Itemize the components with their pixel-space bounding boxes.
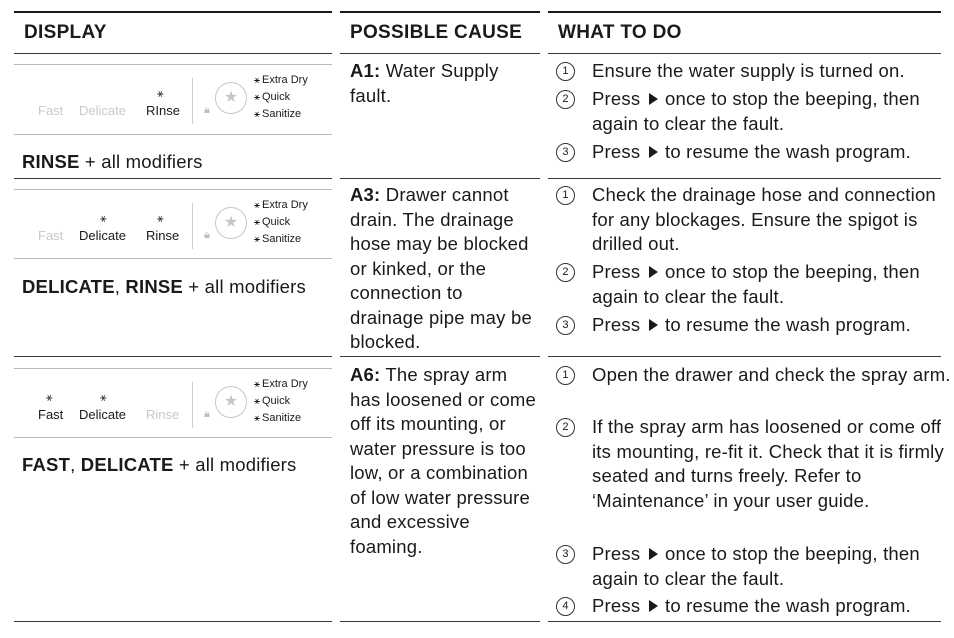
panel-rule — [14, 189, 332, 190]
step-text: Open the drawer and check the spray arm. — [592, 364, 951, 385]
step-text: Press once to stop the beeping, then again to clear the fault. — [592, 543, 920, 589]
panel-button-delicate: Delicate — [79, 103, 126, 118]
lock-icon: 🔒︎ — [204, 104, 210, 116]
header-what-to-do: WHAT TO DO — [558, 22, 682, 43]
top-rule — [14, 11, 332, 13]
header-rule — [548, 53, 941, 54]
panel-rule — [14, 64, 332, 65]
header-display: DISPLAY — [24, 22, 107, 43]
possible-cause: A1: Water Supply fault. — [350, 60, 499, 106]
control-panel-display — [22, 372, 332, 438]
modifier-sanitize: ⚹ Sanitize — [254, 108, 302, 120]
step-text: If the spray arm has loosened or come off its mounting, re-fit it. Check that it is firmly seated and turns freely. Refer to ‘Maintenance’ in your user guide. — [592, 416, 944, 511]
step-number: 1 — [556, 186, 575, 205]
panel-button-rinse: Rinse — [146, 228, 180, 243]
modifier-quick: ⚹ Quick — [254, 395, 291, 407]
step-number: 1 — [556, 366, 575, 385]
start-star-icon: ★ — [215, 82, 247, 114]
flashing-indicator-icon: ⚹ — [157, 88, 164, 100]
play-icon — [649, 600, 658, 612]
modifier-sanitize: ⚹ Sanitize — [254, 233, 302, 245]
step-number: 4 — [556, 597, 575, 616]
control-panel-display — [22, 68, 332, 134]
flashing-indicator-icon: ⚹ — [254, 396, 260, 407]
modifier-extra-dry: ⚹ Extra Dry — [254, 199, 308, 211]
step-number: 3 — [556, 143, 575, 162]
display-label: FAST, DELICATE + all modifiers — [22, 454, 297, 475]
step-text: Check the drainage hose and connection for any blockages. Ensure the spigot is drilled out. — [592, 184, 936, 254]
step-number: 2 — [556, 263, 575, 282]
flashing-indicator-icon: ⚹ — [157, 213, 164, 225]
step-text: Press once to stop the beeping, then again to clear the fault. — [592, 88, 920, 134]
step-text: Press to resume the wash program. — [592, 141, 911, 162]
bottom-rule — [340, 621, 540, 622]
panel-rule — [14, 134, 332, 135]
modifier-quick: ⚹ Quick — [254, 216, 291, 228]
step-number: 1 — [556, 62, 575, 81]
row-rule — [340, 178, 540, 179]
bottom-rule — [548, 621, 941, 622]
panel-button-fast: Fast — [38, 228, 64, 243]
step-number: 3 — [556, 316, 575, 335]
step-number: 2 — [556, 90, 575, 109]
step-text: Press to resume the wash program. — [592, 595, 911, 616]
row-rule — [548, 356, 941, 357]
modifier-quick: ⚹ Quick — [254, 91, 291, 103]
panel-button-delicate: Delicate — [79, 407, 126, 422]
flashing-indicator-icon: ⚹ — [46, 392, 53, 404]
row-rule — [548, 178, 941, 179]
top-rule — [340, 11, 540, 13]
display-label: RINSE + all modifiers — [22, 151, 203, 172]
modifier-extra-dry: ⚹ Extra Dry — [254, 378, 308, 390]
play-icon — [649, 548, 658, 560]
panel-button-delicate: Delicate — [79, 228, 126, 243]
step-text: Press to resume the wash program. — [592, 314, 911, 335]
header-rule — [14, 53, 332, 54]
flashing-indicator-icon: ⚹ — [254, 234, 260, 245]
display-label: DELICATE, RINSE + all modifiers — [22, 276, 306, 297]
panel-divider — [192, 78, 193, 124]
bottom-rule — [14, 621, 332, 622]
flashing-indicator-icon: ⚹ — [254, 92, 260, 103]
panel-button-rinse: Rinse — [146, 407, 180, 422]
panel-button-fast: Fast — [38, 103, 64, 118]
panel-rule — [14, 368, 332, 369]
row-rule — [340, 356, 540, 357]
possible-cause: A6: The spray arm has loosened or come off its mounting, or water pressure is too low, or a combination of low water pressure and excessive foaming. — [350, 364, 537, 557]
flashing-indicator-icon: ⚹ — [100, 392, 107, 404]
step-number: 2 — [556, 418, 575, 437]
lock-icon: 🔒︎ — [204, 408, 210, 420]
start-star-icon: ★ — [215, 207, 247, 239]
lock-icon: 🔒︎ — [204, 229, 210, 241]
header-rule — [340, 53, 540, 54]
step-text: Ensure the water supply is turned on. — [592, 60, 905, 81]
panel-divider — [192, 203, 193, 249]
control-panel-display — [22, 193, 332, 259]
step-number: 3 — [556, 545, 575, 564]
panel-divider — [192, 382, 193, 428]
start-star-icon: ★ — [215, 386, 247, 418]
modifier-sanitize: ⚹ Sanitize — [254, 412, 302, 424]
step-text: Press once to stop the beeping, then again to clear the fault. — [592, 261, 920, 307]
panel-rule — [14, 437, 332, 438]
row-rule — [14, 178, 332, 179]
play-icon — [649, 319, 658, 331]
play-icon — [649, 93, 658, 105]
flashing-indicator-icon: ⚹ — [100, 213, 107, 225]
flashing-indicator-icon: ⚹ — [254, 379, 260, 390]
flashing-indicator-icon: ⚹ — [254, 200, 260, 211]
possible-cause: A3: Drawer cannot drain. The drainage hose may be blocked or kinked, or the connection to drainage pipe may be blocked. — [350, 184, 532, 352]
play-icon — [649, 266, 658, 278]
flashing-indicator-icon: ⚹ — [254, 217, 260, 228]
row-rule — [14, 356, 332, 357]
panel-button-fast: Fast — [38, 407, 64, 422]
flashing-indicator-icon: ⚹ — [254, 109, 260, 120]
flashing-indicator-icon: ⚹ — [254, 413, 260, 424]
modifier-extra-dry: ⚹ Extra Dry — [254, 74, 308, 86]
top-rule — [548, 11, 941, 13]
flashing-indicator-icon: ⚹ — [254, 75, 260, 86]
header-possible-cause: POSSIBLE CAUSE — [350, 22, 523, 43]
panel-button-rinse: RInse — [146, 103, 180, 118]
panel-rule — [14, 258, 332, 259]
play-icon — [649, 146, 658, 158]
